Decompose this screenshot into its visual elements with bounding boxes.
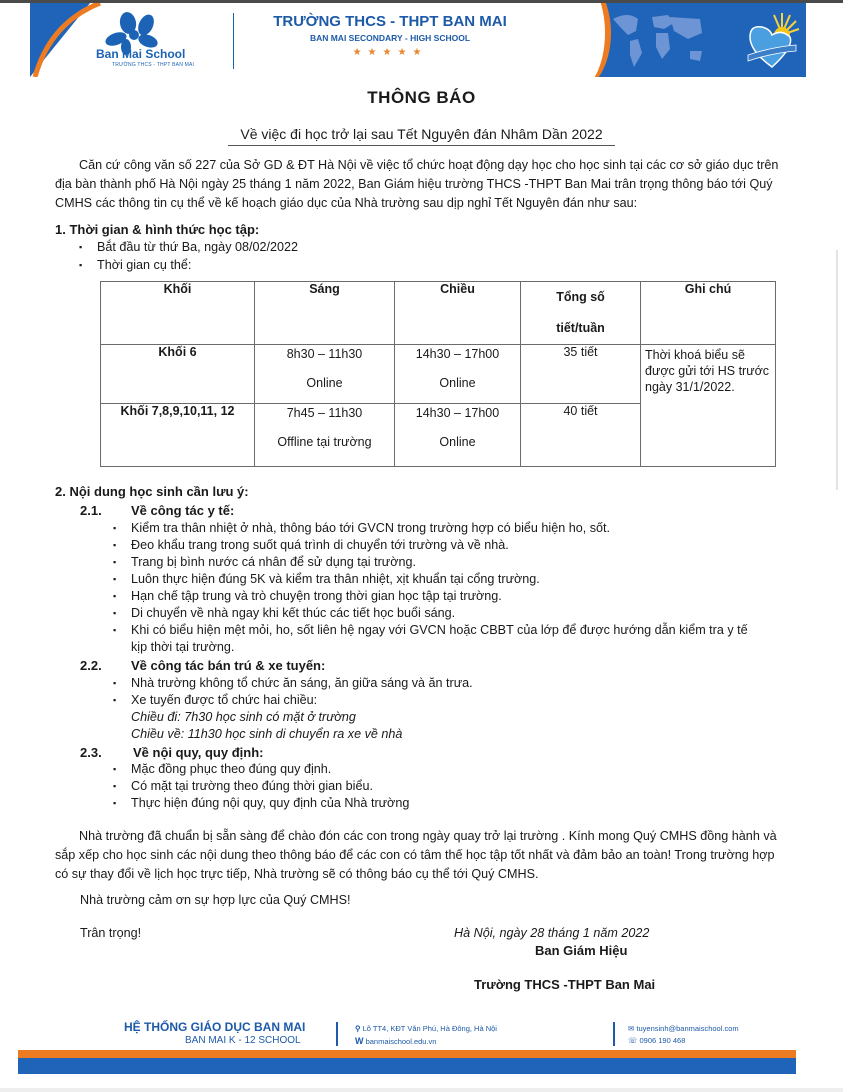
health-bullet: ▪ Hạn chế tập trung và trò chuyện trong thời gian học tập tại trường.: [131, 589, 502, 603]
health-bullet: ▪ Luôn thực hiện đúng 5K và kiểm tra thân nhiệt, xịt khuẩn tại cổng trường.: [131, 572, 540, 586]
header-total-line1: Tổng số: [556, 290, 605, 304]
footer-email: [628, 1024, 739, 1033]
phone-text: 0906 190 468: [639, 1036, 686, 1045]
header-total: [521, 282, 641, 345]
section-2-heading: 2. Nội dung học sinh cần lưu ý:: [55, 484, 249, 499]
bus-morning-line: Chiều đi: 7h30 học sinh có mặt ở trường: [131, 710, 356, 724]
morning-time: 7h45 – 11h30: [286, 406, 363, 420]
section-1-heading: 1. Thời gian & hình thức học tập:: [55, 222, 260, 237]
header-divider: [233, 13, 234, 69]
signer-school: Trường THCS -THPT Ban Mai: [474, 977, 656, 992]
morning-mode: Offline tại trường: [277, 435, 372, 449]
location-pin-icon: ⚲: [355, 1024, 361, 1033]
afternoon-mode: Online: [439, 376, 476, 390]
afternoon-time: 14h30 – 17h00: [415, 347, 500, 361]
table-row: [101, 345, 776, 404]
cell-total: 35 tiết: [521, 345, 641, 404]
letterhead-banner: [30, 3, 806, 77]
school-name: TRƯỜNG THCS - THPT BAN MAI: [273, 13, 507, 30]
thanks-line: Nhà trường cảm ơn sự hợp lực của Quý CMHS!: [80, 893, 351, 907]
health-bullet: ▪ Kiểm tra thân nhiệt ở nhà, thông báo tới GVCN trong trường hợp có biểu hiện ho, sốt.: [131, 521, 610, 535]
health-bullet: ▪ Di chuyển về nhà ngay khi kết thúc các tiết học buổi sáng.: [131, 606, 455, 620]
rating-stars: ★★★★★: [352, 47, 428, 58]
logo-text: Ban Mai School: [96, 47, 186, 61]
world-map-icon: [608, 9, 708, 73]
page-right-edge: [836, 250, 838, 490]
footer-orange-band: [18, 1050, 796, 1058]
footer-address: [355, 1024, 497, 1033]
boarding-bullet: ▪ Nhà trường không tổ chức ăn sáng, ăn giữa sáng và ăn trưa.: [131, 676, 473, 690]
header-total-line2: tiết/tuần: [556, 321, 605, 335]
cell-grade: Khối 6: [101, 345, 255, 404]
section-2-1-number: 2.1.: [80, 503, 102, 518]
banner-orange-curve: [535, 3, 611, 77]
cell-note: Thời khoá biểu sẽ được gửi tới HS trước ngày 31/1/2022.: [641, 345, 776, 467]
cell-total: 40 tiết: [521, 404, 641, 467]
table-header-row: [101, 282, 776, 345]
section-2-1-heading: Về công tác y tế:: [131, 503, 235, 518]
website-link[interactable]: banmaischool.edu.vn: [365, 1037, 437, 1046]
afternoon-mode: Online: [439, 435, 476, 449]
page-bottom-edge: [0, 1088, 843, 1092]
cell-grade: Khối 7,8,9,10,11, 12: [101, 404, 255, 467]
health-bullet: ▪ Trang bị bình nước cá nhân để sử dụng tại trường.: [131, 555, 416, 569]
date-line: Hà Nội, ngày 28 tháng 1 năm 2022: [454, 926, 650, 940]
intro-paragraph: Căn cứ công văn số 227 của Sở GD & ĐT Hà Nội về việc tổ chức hoạt động dạy học cho học sinh tại các cơ sở giáo dục trên địa bàn thành phố Hà Nội ngày 25 tháng 1 năm 2022, Ban Giám hiệu trường THCS -THPT Ban Mai trân trọng thông báo tới Quý CMHS các thông tin cụ thể về kế hoạch giáo dục của Nhà trường sau dịp nghỉ Tết Nguyên đán như sau:: [55, 158, 779, 210]
section-2-3-number: 2.3.: [80, 745, 102, 760]
logo-subtext: TRƯỜNG THCS - THPT BAN MAI: [112, 62, 195, 68]
section-2-3-heading: Về nội quy, quy định:: [133, 745, 264, 760]
section-2-2-heading: Về công tác bán trú & xe tuyến:: [131, 658, 326, 673]
subtitle-text: Về việc đi học trở lại sau Tết Nguyên đán Nhâm Dần 2022: [228, 126, 614, 146]
morning-mode: Online: [306, 376, 343, 390]
footer-divider: [613, 1022, 615, 1046]
header-grade: Khối: [101, 282, 255, 345]
header-afternoon: Chiều: [395, 282, 521, 345]
rules-bullet: ▪ Thực hiện đúng nội quy, quy định của Nhà trường: [131, 796, 409, 810]
schedule-table: [100, 281, 776, 467]
cell-afternoon: [395, 345, 521, 404]
document-title: THÔNG BÁO: [367, 88, 476, 107]
sun-heart-emblem-icon: [742, 11, 802, 73]
health-bullet: ▪ Khi có biểu hiện mệt mỏi, ho, sốt liên hệ ngay với GVCN hoặc CBBT của lớp để được hướng dẫn kiểm tra y tế: [131, 623, 748, 637]
header-morning: Sáng: [255, 282, 395, 345]
closing-paragraph: Nhà trường đã chuẩn bị sẵn sàng để chào đón các con trong ngày quay trở lại trường . Kính mong Quý CMHS đồng hành và sắp xếp cho học sinh các nội dung theo thông báo để các con có tâm thế học tập tốt nhất và đảm bảo an toàn! Trong trường hợp có sự thay đổi về lịch học trực tiếp, Nhà trường sẽ có thông báo cụ thể tới Quý CMHS.: [55, 829, 777, 881]
phone-icon: ☏: [628, 1036, 638, 1045]
web-icon: W: [355, 1036, 364, 1046]
section-2-2-number: 2.2.: [80, 658, 102, 673]
bus-return-line: Chiều về: 11h30 học sinh di chuyển ra xe về nhà: [131, 727, 403, 741]
health-bullet-continuation: kịp thời tại trường.: [131, 640, 235, 654]
footer-system-sub: BAN MAI K - 12 SCHOOL: [185, 1035, 301, 1046]
mail-icon: ✉: [628, 1024, 635, 1033]
footer-divider: [336, 1022, 338, 1046]
section-1-bullet: ▪ Thời gian cụ thể:: [97, 258, 191, 272]
rules-bullet: ▪ Mặc đồng phục theo đúng quy định.: [131, 762, 331, 776]
afternoon-time: 14h30 – 17h00: [415, 406, 500, 420]
cell-afternoon: [395, 404, 521, 467]
footer-website: [355, 1036, 436, 1046]
regards-line: Trân trọng!: [80, 926, 142, 940]
health-bullet: ▪ Đeo khẩu trang trong suốt quá trình di chuyển tới trường và về nhà.: [131, 538, 509, 552]
address-text: Lô TT4, KĐT Văn Phú, Hà Đông, Hà Nội: [362, 1024, 497, 1033]
email-link[interactable]: tuyensinh@banmaischool.com: [636, 1024, 739, 1033]
footer-blue-band: [18, 1058, 796, 1074]
rules-bullet: ▪ Có mặt tại trường theo đúng thời gian biểu.: [131, 779, 373, 793]
cell-morning: [255, 345, 395, 404]
footer-phone: [628, 1036, 685, 1045]
signer-board: Ban Giám Hiệu: [535, 943, 628, 958]
school-name-english: BAN MAI SECONDARY - HIGH SCHOOL: [309, 33, 471, 43]
morning-time: 8h30 – 11h30: [286, 347, 363, 361]
section-1-bullet: ▪ Bắt đầu từ thứ Ba, ngày 08/02/2022: [97, 240, 298, 254]
header-notes: Ghi chú: [641, 282, 776, 345]
cell-morning: [255, 404, 395, 467]
footer-system-name: HỆ THỐNG GIÁO DỤC BAN MAI: [124, 1020, 306, 1034]
boarding-bullet: ▪ Xe tuyến được tổ chức hai chiều:: [131, 693, 317, 707]
document-subtitle: [0, 126, 843, 142]
